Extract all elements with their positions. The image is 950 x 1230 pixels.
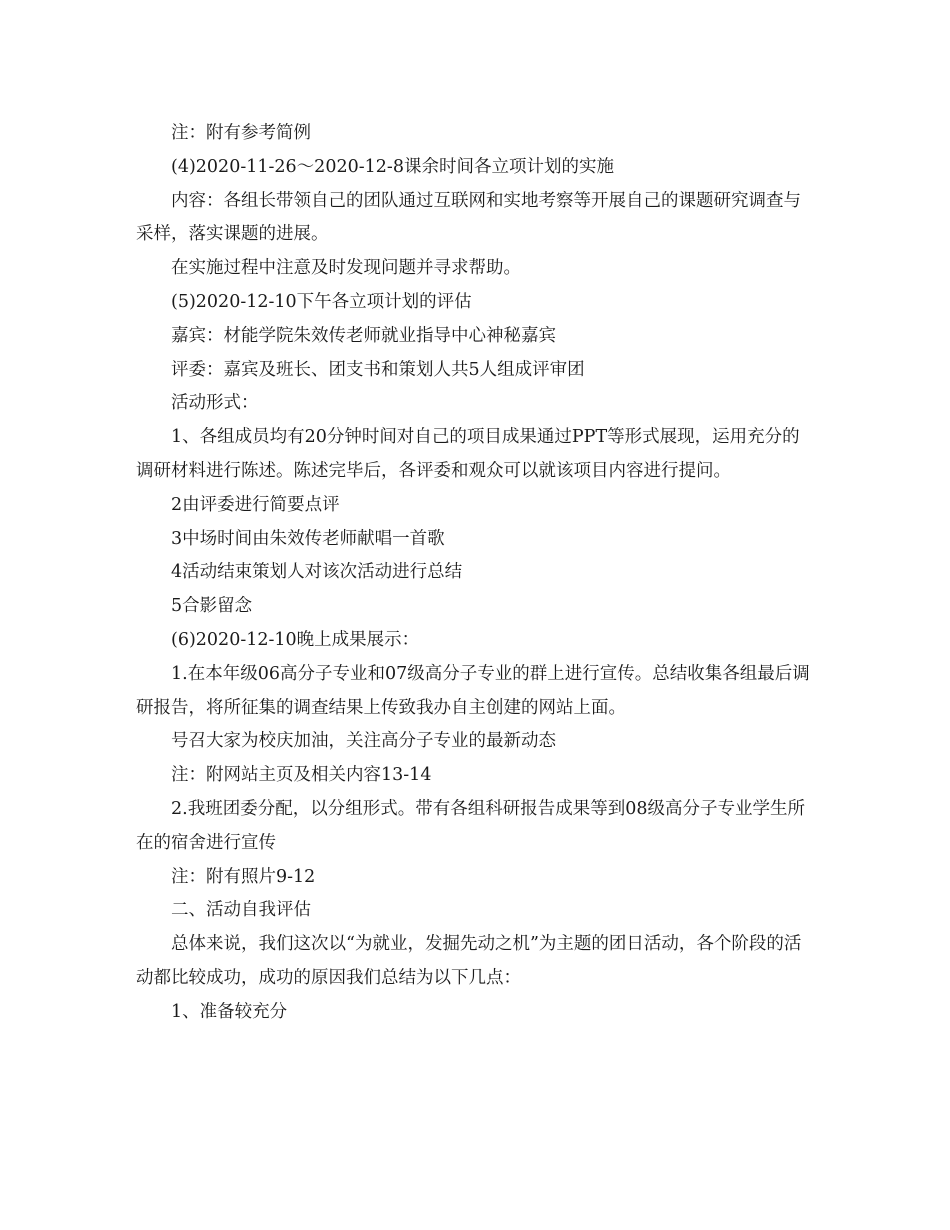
implementation-note: 在实施过程中注意及时发现问题并寻求帮助。: [171, 258, 521, 279]
call-to-action: 号召大家为校庆加油，关注高分子专业的最新动态: [171, 731, 556, 752]
format-item-5: 5合影留念: [171, 596, 253, 617]
note-reference-example: 注：附有参考简例: [171, 123, 311, 143]
guests-line: 嘉宾：材能学院朱效传老师就业指导中心神秘嘉宾: [171, 325, 556, 346]
content-paragraph: 内容：各组长带领自己的团队通过互联网和实地考察等开展自己的课题研究调查与采样，落实课题的进展。: [136, 190, 801, 245]
format-item-4: 4活动结束策划人对该次活动进行总结: [171, 562, 463, 583]
evaluation-summary: 总体来说，我们这次以“为就业，发掘先动之机”为主题的团日活动，各个阶段的活动都比较成功，成功的原因我们总结为以下几点：: [136, 934, 802, 988]
judges-line: 评委：嘉宾及班长、团支书和策划人共5人组成评审团: [171, 359, 585, 380]
format-item-3: 3中场时间由朱效传老师献唱一首歌: [171, 528, 445, 549]
showcase-item-2: 2.我班团委分配，以分组形式。带有各组科研报告成果等到08级高分子专业学生所在的宿舍进行宣传: [136, 798, 805, 853]
activity-format-label: 活动形式：: [171, 393, 259, 414]
section-6-heading: (6)2020-12-10晚上成果展示：: [171, 629, 420, 650]
section-4-heading: (4)2020-11-26～2020-12-8课余时间各立项计划的实施: [171, 156, 614, 177]
format-item-2: 2由评委进行简要点评: [171, 494, 340, 515]
document-body: [136, 117, 816, 1030]
note-website: 注：附网站主页及相关内容13-14: [171, 765, 432, 786]
section-self-evaluation-heading: 二、活动自我评估: [171, 900, 311, 921]
section-5-heading: (5)2020-12-10下午各立项计划的评估: [171, 291, 472, 312]
format-item-1: 1、各组成员均有20分钟时间对自己的项目成果通过PPT等形式展现，运用充分的调研材料进行陈述。陈述完毕后，各评委和观众可以就该项目内容进行提问。: [136, 427, 800, 481]
note-photos: 注：附有照片9-12: [171, 866, 316, 887]
evaluation-point-1: 1、准备较充分: [171, 1001, 288, 1022]
showcase-item-1: 1.在本年级06高分子专业和07级高分子专业的群上进行宣传。总结收集各组最后调研报告，将所征集的调查结果上传致我办自主创建的网站上面。: [136, 663, 810, 718]
